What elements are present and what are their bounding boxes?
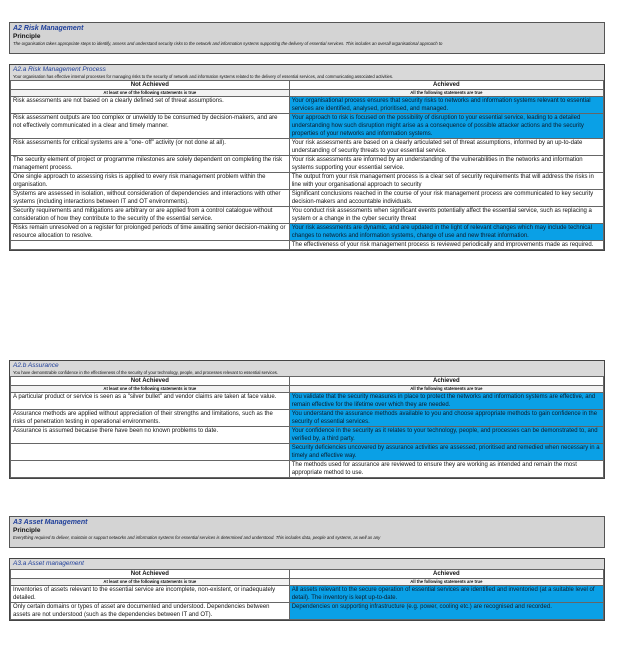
- table-row: [11, 426, 604, 443]
- table-row: [11, 206, 604, 223]
- a2-principle-label: Principle: [13, 33, 41, 40]
- achieved-cell: The output from your risk management process is a clear set of security requirements that will address the risks in line with your organisational approach to security: [289, 172, 603, 189]
- not-achieved-cell: [11, 443, 290, 460]
- achieved-cell: Your risk assessments are dynamic, and are updated in the light of relevant changes which may include technical changes to networks and information systems, change of use and new threat information.: [289, 223, 603, 240]
- table-row: [11, 113, 604, 138]
- a2b-table: [10, 376, 604, 478]
- not-achieved-cell: [11, 240, 290, 249]
- table-row: [11, 96, 604, 113]
- achieved-cell: Your organisational process ensures that security risks to networks and information systems relevant to essential services are identified, analysed, prioritised, and managed.: [289, 96, 603, 113]
- achieved-cell: Your risk assessments are based on a clearly articulated set of threat assumptions, informed by an up-to-date understanding of security threats to your essential service.: [289, 138, 603, 155]
- a3a-col-not-achieved: Not Achieved: [11, 570, 290, 579]
- a2a-sub-not: At least one of the following statements is true: [11, 90, 290, 97]
- achieved-cell: You validate that the security measures in place to protect the networks and information systems are effective, and remain effective for the lifetime over which they are needed.: [289, 392, 603, 409]
- not-achieved-cell: Risk assessment outputs are too complex or unwieldy to be consumed by decision-makers, and are not effectively communicated in a clear and timely manner.: [11, 113, 290, 138]
- a2a-table: [10, 80, 604, 250]
- a2-code: A2 Risk Management: [13, 25, 84, 32]
- a2-description: The organisation takes appropriate steps to identify, assess and understand security risks to the network and information systems supporting the delivery of essential services. This includes an overall organisational approach to: [13, 41, 443, 46]
- achieved-cell: Significant conclusions reached in the course of your risk management process are communicated to key security decision-makers and accountable individuals.: [289, 189, 603, 206]
- table-row: [11, 223, 604, 240]
- not-achieved-cell: Security requirements and mitigations are arbitrary or are applied from a control catalogue without consideration of how they contribute to the security of the essential service.: [11, 206, 290, 223]
- not-achieved-cell: Risk assessments for critical systems are a "one- off" activity (or not done at all).: [11, 138, 290, 155]
- a2b-title: A2.b Assurance: [13, 362, 59, 369]
- not-achieved-cell: Only certain domains or types of asset are documented and understood. Dependencies between assets are not understood (such as the dependencies between IT and OT).: [11, 602, 290, 619]
- a3-principle-header: [9, 516, 605, 548]
- a2b-subtitle: You have demonstrable confidence in the effectiveness of the security of your technology, people, and processes relevant to essential services.: [13, 370, 279, 375]
- a2b-sub-ach: All the following statements are true: [289, 386, 603, 393]
- a2a-titlebar: [10, 65, 604, 80]
- not-achieved-cell: Inventories of assets relevant to the essential service are incomplete, non-existent, or inadequately detailed.: [11, 585, 290, 602]
- table-row: [11, 443, 604, 460]
- table-row: [11, 138, 604, 155]
- a3a-titlebar: [10, 559, 604, 569]
- achieved-cell: All assets relevant to the secure operation of essential services are identified and inventoried (at a suitable level of detail). The inventory is kept up-to-date.: [289, 585, 603, 602]
- a3a-title: A3.a Asset management: [13, 560, 84, 567]
- a2b-section: [9, 360, 605, 479]
- table-row: [11, 585, 604, 602]
- table-row: [11, 240, 604, 249]
- a3a-section: [9, 558, 605, 621]
- not-achieved-cell: Assurance methods are applied without appreciation of their strengths and limitations, such as the risks of penetration testing in operational environments.: [11, 409, 290, 426]
- a3a-table: [10, 569, 604, 620]
- not-achieved-cell: [11, 460, 290, 477]
- achieved-cell: You understand the assurance methods available to you and choose appropriate methods to gain confidence in the security of essential services.: [289, 409, 603, 426]
- achieved-cell: The effectiveness of your risk management process is reviewed periodically and improvements made as required.: [289, 240, 603, 249]
- a2-principle-header: [9, 22, 605, 54]
- a3a-sub-ach: All the following statements are true: [289, 579, 603, 586]
- not-achieved-cell: Systems are assessed in isolation, without consideration of dependencies and interactions with other systems (including interactions between IT and OT environments).: [11, 189, 290, 206]
- achieved-cell: Your approach to risk is focused on the possibility of disruption to your essential service, leading to a detailed understanding how such disruption might arise as a consequence of possible attacker actions and the security properties of your networks and information systems.: [289, 113, 603, 138]
- a2b-col-not-achieved: Not Achieved: [11, 377, 290, 386]
- table-row: [11, 155, 604, 172]
- table-row: [11, 392, 604, 409]
- a2a-subtitle: Your organisation has effective internal processes for managing risks to the security of network and information systems related to the delivery of essential services, and communicating associated activities.: [13, 74, 394, 79]
- not-achieved-cell: Assurance is assumed because there have been no known problems to date.: [11, 426, 290, 443]
- achieved-cell: Security deficiencies uncovered by assurance activities are assessed, prioritised and remedied when necessary in a timely and effective way.: [289, 443, 603, 460]
- table-row: [11, 602, 604, 619]
- a2a-col-achieved: Achieved: [289, 81, 603, 90]
- a3-code: A3 Asset Management: [13, 519, 88, 526]
- achieved-cell: You conduct risk assessments when significant events potentially affect the essential service, such as replacing a system or a change in the cyber security threat: [289, 206, 603, 223]
- not-achieved-cell: Risk assessments are not based on a clearly defined set of threat assumptions.: [11, 96, 290, 113]
- table-row: [11, 409, 604, 426]
- achieved-cell: Dependencies on supporting infrastructure (e.g. power, cooling etc.) are recognised and recorded.: [289, 602, 603, 619]
- table-row: [11, 172, 604, 189]
- a2b-col-achieved: Achieved: [289, 377, 603, 386]
- table-row: [11, 189, 604, 206]
- a3a-col-achieved: Achieved: [289, 570, 603, 579]
- a3-description: Everything required to deliver, maintain or support networks and information systems for essential services is determined and understood. This includes data, people and systems, as well as any: [13, 535, 381, 540]
- a2a-sub-ach: All the following statements are true: [289, 90, 603, 97]
- a2b-sub-not: At least one of the following statements is true: [11, 386, 290, 393]
- a2a-col-not-achieved: Not Achieved: [11, 81, 290, 90]
- not-achieved-cell: The security element of project or programme milestones are solely dependent on completing the risk management process.: [11, 155, 290, 172]
- achieved-cell: The methods used for assurance are reviewed to ensure they are working as intended and remain the most appropriate method to use.: [289, 460, 603, 477]
- achieved-cell: Your confidence in the security as it relates to your technology, people, and processes can be demonstrated to, and verified by, a third party.: [289, 426, 603, 443]
- not-achieved-cell: One single approach to assessing risks is applied to every risk management problem within the organisation.: [11, 172, 290, 189]
- a2a-section: [9, 64, 605, 251]
- a3-principle-label: Principle: [13, 527, 41, 534]
- a2a-title: A2.a Risk Management Process: [13, 66, 106, 73]
- a3a-sub-not: At least one of the following statements is true: [11, 579, 290, 586]
- table-row: [11, 460, 604, 477]
- not-achieved-cell: Risks remain unresolved on a register for prolonged periods of time awaiting senior decision-making or resource allocation to resolve.: [11, 223, 290, 240]
- achieved-cell: Your risk assessments are informed by an understanding of the vulnerabilities in the networks and information systems supporting your essential service.: [289, 155, 603, 172]
- not-achieved-cell: A particular product or service is seen as a "silver bullet" and vendor claims are taken at face value.: [11, 392, 290, 409]
- a2b-titlebar: [10, 361, 604, 376]
